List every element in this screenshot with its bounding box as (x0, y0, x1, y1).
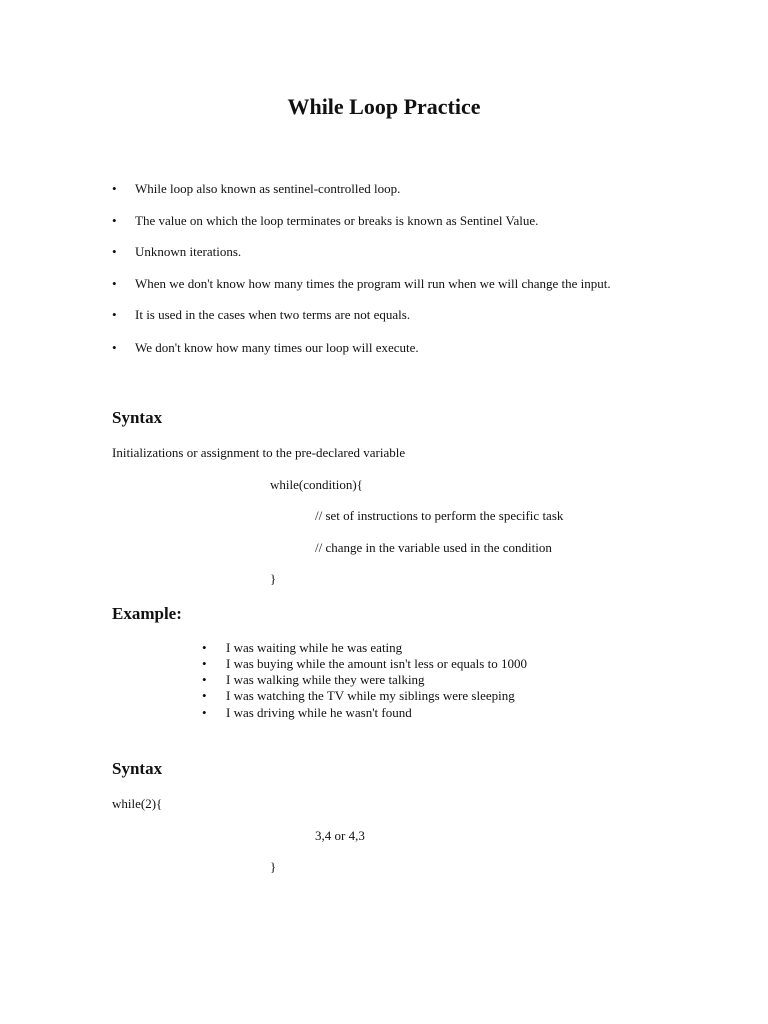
document-title: While Loop Practice (287, 94, 481, 119)
bullet-symbol: • (202, 656, 207, 671)
syntax-heading: Syntax (112, 408, 163, 427)
syntax-intro: Initializations or assignment to the pre-declared variable (112, 445, 406, 460)
intro-bullet-text: While loop also known as sentinel-controlled loop. (135, 181, 401, 196)
intro-bullet-text: The value on which the loop terminates or breaks is known as Sentinel Value. (135, 213, 539, 228)
intro-bullet-text: When we don't know how many times the program will run when we will change the input. (135, 276, 611, 291)
intro-bullet-text: It is used in the cases when two terms are not equals. (135, 307, 411, 322)
bullet-symbol: • (202, 640, 207, 655)
bullet-symbol: • (112, 340, 117, 355)
syntax-heading: Syntax (112, 759, 163, 778)
code-line: } (270, 571, 277, 586)
bullet-symbol: • (112, 244, 117, 259)
intro-bullet-text: Unknown iterations. (135, 244, 242, 259)
code-comment: // change in the variable used in the condition (315, 540, 552, 555)
code-comment: // set of instructions to perform the specific task (315, 508, 564, 523)
bullet-symbol: • (202, 705, 207, 720)
example-item: I was waiting while he was eating (226, 640, 403, 655)
code-line: while(condition){ (270, 477, 363, 492)
code-line: while(2){ (112, 796, 163, 811)
bullet-symbol: • (112, 213, 117, 228)
code-line: } (270, 859, 277, 874)
bullet-symbol: • (112, 181, 117, 196)
example-heading: Example: (112, 604, 182, 623)
code-line: 3,4 or 4,3 (315, 828, 365, 843)
example-item: I was buying while the amount isn't less or equals to 1000 (226, 656, 527, 671)
bullet-symbol: • (112, 276, 117, 291)
example-item: I was driving while he wasn't found (226, 705, 412, 720)
bullet-symbol: • (202, 672, 207, 687)
example-item: I was walking while they were talking (226, 672, 425, 687)
bullet-symbol: • (202, 688, 207, 703)
intro-bullet-text: We don't know how many times our loop will execute. (135, 340, 419, 355)
bullet-symbol: • (112, 307, 117, 322)
example-item: I was watching the TV while my siblings were sleeping (226, 688, 515, 703)
